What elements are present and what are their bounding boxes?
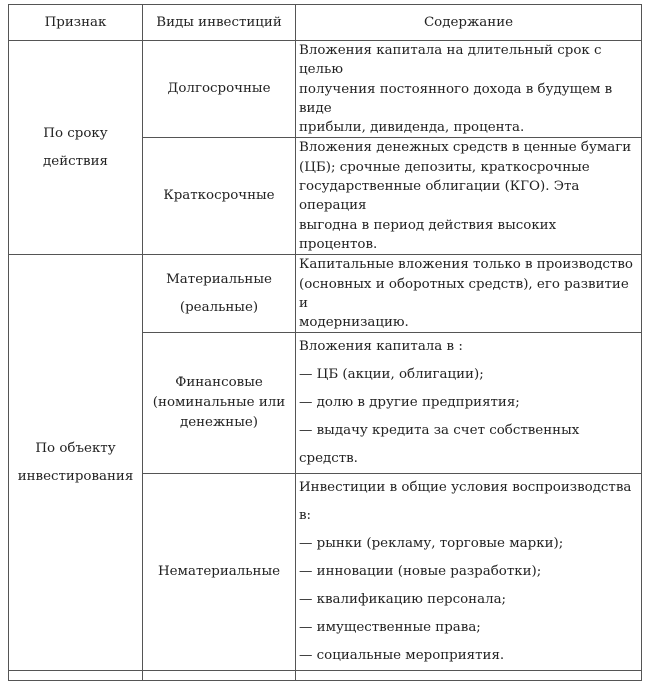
content-line: (ЦБ); срочные депозиты, краткосрочные [299, 159, 590, 175]
table-row [9, 41, 642, 138]
content-line: — инновации (новые разработки); [299, 564, 542, 580]
group-label-line: По объекту [35, 440, 116, 456]
type-cell-long-term [143, 41, 296, 138]
type-cell-financial [143, 333, 296, 474]
empty-cell [9, 671, 143, 681]
content-line: получения постоянного дохода в будущем в виде [299, 81, 613, 116]
content-line: — рынки (рекламу, торговые марки); [299, 536, 564, 552]
content-line: Капитальные вложения только в производство [299, 257, 633, 273]
empty-cell [296, 671, 642, 681]
content-line: Вложения денежных средств в ценные бумаги [299, 140, 632, 156]
group-label-line: инвестирования [17, 468, 134, 484]
content-line: государственные облигации (КГО). Эта операция [299, 179, 580, 214]
header-attribute: Признак [9, 5, 143, 41]
content-line: (основных и оборотных средств), его развитие и [299, 276, 629, 311]
empty-cell [143, 671, 296, 681]
type-label: Материальные [166, 271, 272, 287]
header-content: Содержание [296, 5, 642, 41]
content-cell [296, 138, 642, 255]
type-cell-intangible [143, 474, 296, 671]
content-line: — квалификацию персонала; [299, 592, 507, 608]
content-cell [296, 474, 642, 671]
content-line: Инвестиции в общие условия воспроизводства в: [299, 480, 632, 524]
content-line: прибыли, дивиденда, процента. [299, 120, 525, 136]
content-line: выгодна в период действия высоких процентов. [299, 217, 557, 252]
content-line: — выдачу кредита за счет собственных средств. [299, 423, 580, 467]
content-cell [296, 255, 642, 333]
type-label: денежные) [179, 415, 259, 431]
table-row-cut-off [9, 671, 642, 681]
header-investment-types: Виды инвестиций [143, 5, 296, 41]
content-line: Вложения капитала в : [299, 339, 463, 355]
type-label: (реальные) [179, 299, 259, 315]
type-label: Финансовые [175, 375, 263, 391]
content-cell [296, 333, 642, 474]
group-label-by-term [9, 41, 143, 255]
content-line: — социальные мероприятия. [299, 648, 505, 664]
content-cell [296, 41, 642, 138]
type-cell-short-term [143, 138, 296, 255]
investment-types-table [8, 4, 642, 681]
type-label: Долгосрочные [167, 81, 271, 97]
content-line: — ЦБ (акции, облигации); [299, 367, 484, 383]
type-label: Нематериальные [157, 564, 281, 580]
table-header-row [9, 5, 642, 41]
type-cell-material [143, 255, 296, 333]
content-line: Вложения капитала на длительный срок с целью [299, 43, 602, 78]
group-label-line: По сроку [43, 125, 108, 141]
content-line: — имущественные права; [299, 620, 481, 636]
content-line: — долю в другие предприятия; [299, 395, 520, 411]
content-line: модернизацию. [299, 315, 409, 331]
table-row [9, 255, 642, 333]
group-label-line: действия [43, 153, 108, 169]
type-label: Краткосрочные [163, 188, 275, 204]
type-label: (номинальные или [152, 395, 286, 411]
group-label-by-object [9, 255, 143, 671]
